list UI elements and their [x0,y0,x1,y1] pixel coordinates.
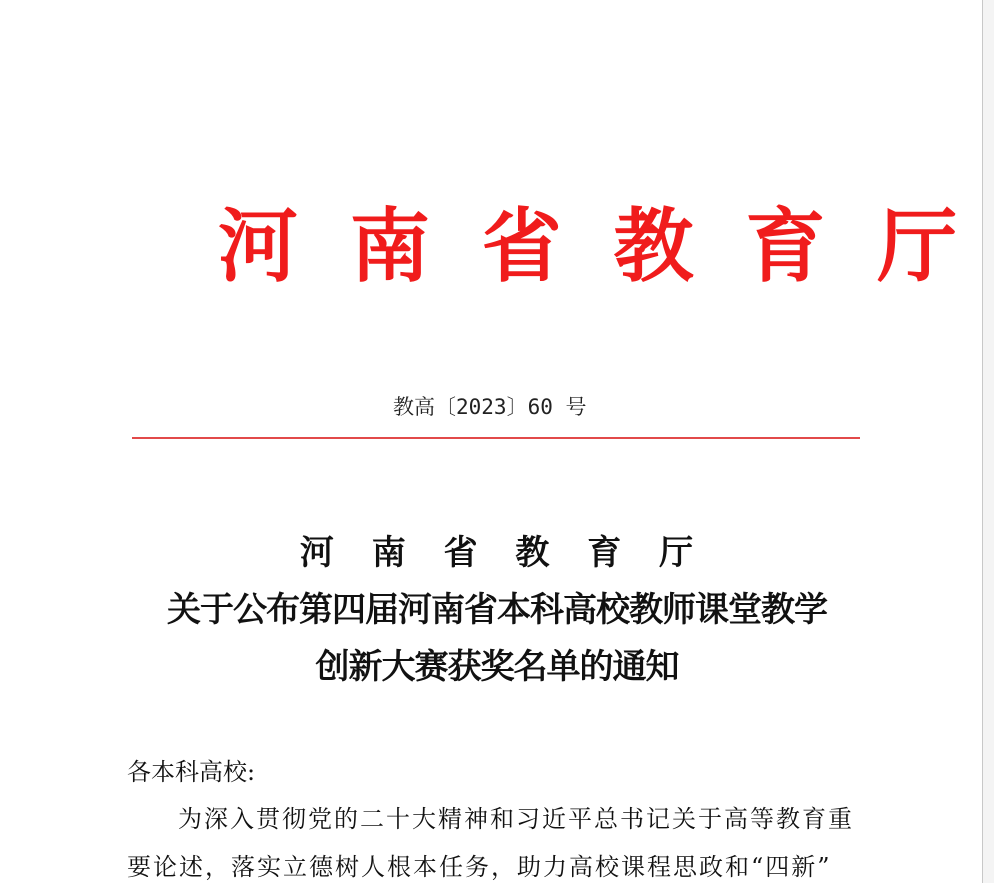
notice-title-line-3: 创新大赛获奖名单的通知 [315,647,679,687]
notice-title-line-2: 关于公布第四届河南省本科高校教师课堂教学 [167,590,827,630]
viewer-gutter [983,0,994,883]
body-paragraph-line-1: 为深入贯彻党的二十大精神和习近平总书记关于高等教育重 [178,805,854,833]
document-number: 教高〔2023〕60 号 [393,395,587,419]
red-divider-line [132,437,860,439]
salutation: 各本科高校: [127,758,256,786]
notice-title-line-1: 河 南 省 教 育 厅 [299,533,707,573]
body-paragraph-line-2: 要论述，落实立德树人根本任务，助力高校课程思政和“四新” [127,853,832,881]
agency-header-title: 河 南 省 教 育 厅 [218,199,970,293]
